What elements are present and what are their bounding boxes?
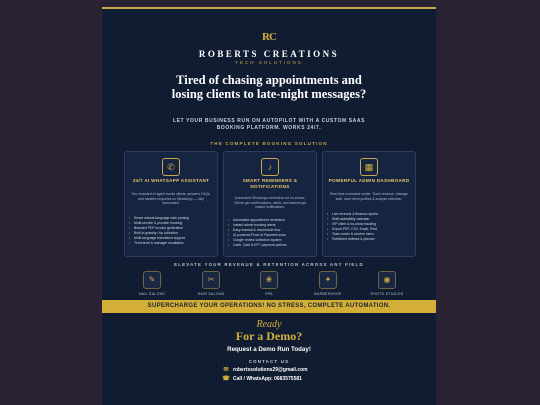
list-item: • Multi-service & provider booking [129,221,213,226]
industry-label: HAIR SALONS [197,292,225,296]
feature-card-admin-dashboard [322,151,416,257]
list-item: • Third-level & manager escalation [129,241,213,246]
cta-request: Request a Demo Run Today! [227,346,311,353]
scissors-icon: ✂ [202,271,220,289]
top-gold-divider [102,7,436,9]
industry-label: SPA [265,292,273,296]
brand-logo: RC [262,31,276,43]
hero-headline: Tired of chasing appointments and losing clients to late-night messages? [171,73,367,101]
card-feature-list [327,212,411,242]
industry-label: BARBERSHOP [314,292,342,296]
envelope-icon: ✉ [223,367,229,373]
promo-banner: SUPERCHARGE YOUR OPERATIONS! NO STRESS, COMPLETE AUTOMATION. [102,300,436,313]
contact-phone[interactable] [222,375,362,383]
hero-subline: LET YOUR BUSINESS RUN ON AUTOPILOT WITH A CUSTOM SAAS BOOKING PLATFORM. WORKS 24/7. [172,118,366,131]
card-feature-list [228,218,312,248]
cta-ready: Ready [256,319,282,330]
industry-spa [251,271,287,296]
list-item: • Export PDF, CSV, Email, Print [327,227,411,232]
bell-icon: ♪ [261,158,279,176]
lotus-icon: ❀ [260,271,278,289]
list-item: • Staff availability calendar [327,217,411,222]
industries-title: ELEVATE YOUR REVENUE & RETENTION ACROSS ANY FIELD [174,262,364,267]
list-item: • Automated appointment reminders [228,218,312,223]
list-item: • AI-powered Proof of Payment scan [228,233,312,238]
nail-polish-icon: ✎ [143,271,161,289]
cta-demo: For a Demo? [235,329,303,343]
brand-name: ROBERTS CREATIONS [198,49,340,59]
contact-email[interactable] [222,366,362,374]
list-item: • Multi-language translation support [129,236,213,241]
camera-icon: ◉ [378,271,396,289]
industry-label: NAIL SALONS [138,292,166,296]
list-item: • Google review collection system [228,238,312,243]
list-item: • Branded PDF invoice generation [129,226,213,231]
flyer [102,7,436,405]
card-title: POWERFUL ADMIN DASHBOARD [328,178,410,183]
industry-photo-studios [369,271,405,296]
phone-icon: ☎ [222,376,230,382]
list-item: • VIP client & no-show tracking [327,222,411,227]
card-feature-list [129,216,213,246]
phone-text[interactable]: Call / WhatsApp: 0683575581 [233,376,302,382]
list-item: • Built-in gratuity / tip collection [129,231,213,236]
email-text[interactable]: robertssolutions29@gmail.com [233,367,308,373]
brand-tagline: TECH SOLUTIONS [235,60,303,65]
contact-title: CONTACT US [248,359,290,364]
chat-bot-icon: ✆ [162,158,180,176]
industry-label: PHOTO STUDIOS [370,292,404,296]
feature-card-smart-reminders [223,151,317,257]
industry-barbershop [310,271,346,296]
list-item: • Team roster & service menu [327,232,411,237]
list-item: • Cash, Card & EFT payment options [228,243,312,248]
list-item: • Easy manual & reschedule flow [228,228,312,233]
card-description: Your branded AI agent books clients, answers FAQs, and handles enquiries on WhatsApp — fully automated. [131,192,211,206]
feature-card-whatsapp-assistant [124,151,218,257]
barber-pole-icon: ✦ [319,271,337,289]
card-description: Real-time command center. Track revenue, manage staff, view client profiles & analyse retention. [329,192,409,201]
industry-hair-salons [193,271,229,296]
solution-section-title: THE COMPLETE BOOKING SOLUTION [210,141,328,146]
list-item: • Published reviews & planner [327,237,411,242]
card-title: 24/7 AI WHATSAPP ASSISTANT [132,178,210,183]
list-item: • Live revenue & finance reports [327,212,411,217]
list-item: • Smart natural-language date parsing [129,216,213,221]
list-item: • Instant admin booking alerts [228,223,312,228]
card-title: SMART REMINDERS & NOTIFICATIONS [242,178,298,189]
card-description: Automated WhatsApp reminders cut no-shows. Clients get confirmations, alerts, and admins get instant notifications. [233,196,307,210]
dashboard-icon: ▦ [360,158,378,176]
industry-nail-salons [134,271,170,296]
